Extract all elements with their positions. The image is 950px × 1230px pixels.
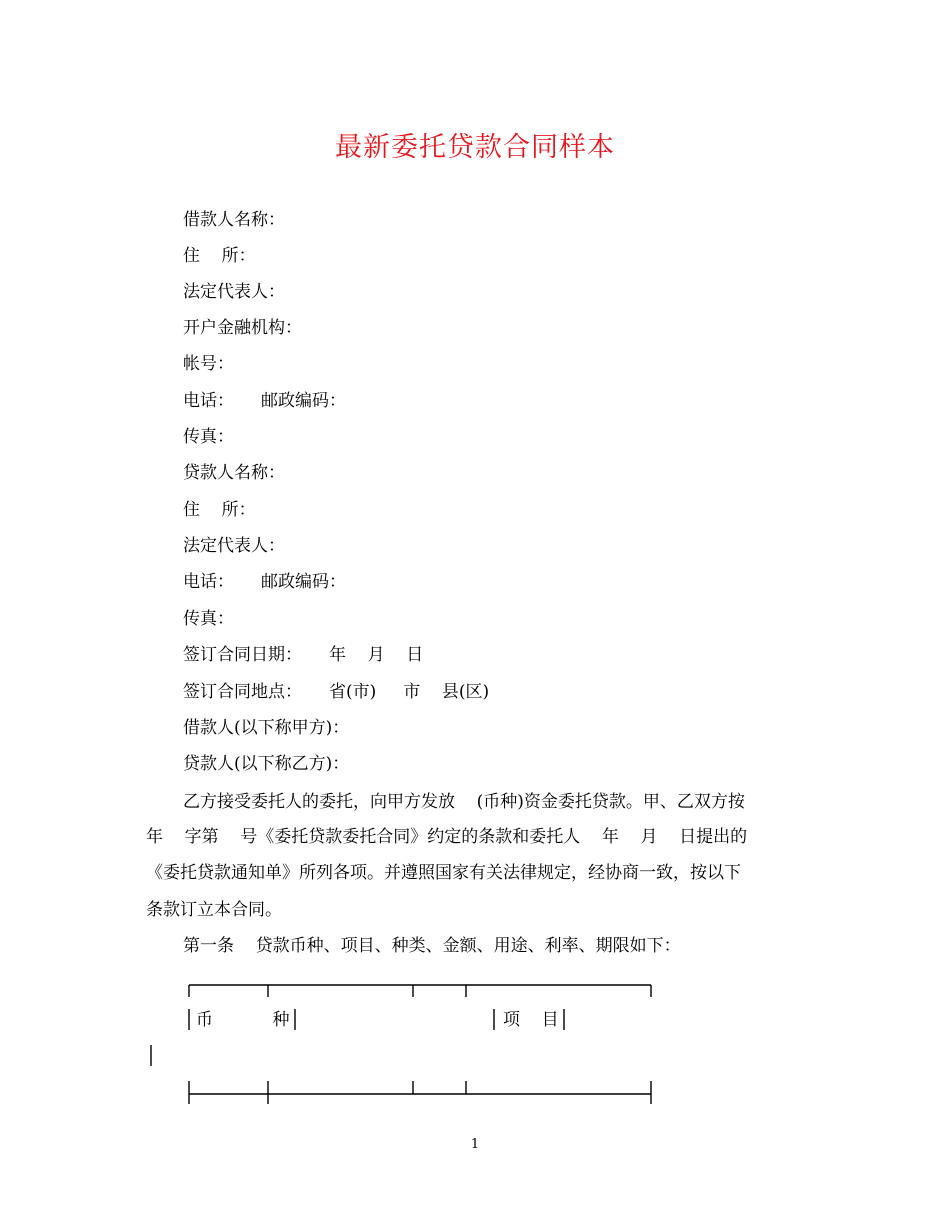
field-lender-address: 住 所： <box>183 500 256 520</box>
paragraph-line: 年 字第 号《委托贷款委托合同》约定的条款和委托人 年 月 日提出的 <box>146 827 748 847</box>
article-1-heading: 第一条 贷款币种、项目、种类、金额、用途、利率、期限如下： <box>183 936 681 956</box>
field-lender-legal-rep: 法定代表人： <box>183 536 285 556</box>
page-number: 1 <box>470 1137 480 1152</box>
loan-table-grid <box>0 975 950 1115</box>
table-header-currency: 币 种 <box>196 1010 290 1030</box>
field-borrower-account: 帐号： <box>183 354 234 374</box>
field-sign-date: 签订合同日期： 年 月 日 <box>183 645 424 665</box>
field-borrower-name: 借款人名称： <box>183 210 285 230</box>
field-sign-place: 签订合同地点： 省(市) 市 县(区) <box>183 682 490 702</box>
table-header-item: 项 目 <box>503 1010 559 1030</box>
field-party-b: 贷款人(以下称乙方)： <box>183 754 350 774</box>
document-title: 最新委托贷款合同样本 <box>335 132 615 163</box>
field-lender-fax: 传真： <box>183 609 234 629</box>
field-borrower-bank: 开户金融机构： <box>183 318 302 338</box>
field-borrower-address: 住 所： <box>183 246 256 266</box>
field-borrower-phone: 电话： 邮政编码： <box>183 391 347 411</box>
paragraph-line: 《委托贷款通知单》所列各项。并遵照国家有关法律规定，经协商一致，按以下 <box>146 863 741 883</box>
field-party-a: 借款人(以下称甲方)： <box>183 718 350 738</box>
field-borrower-legal-rep: 法定代表人： <box>183 282 285 302</box>
paragraph-line: 乙方接受委托人的委托，向甲方发放 (币种)资金委托贷款。甲、乙双方按 <box>183 792 745 812</box>
field-lender-name: 贷款人名称： <box>183 463 285 483</box>
paragraph-line: 条款订立本合同。 <box>146 900 282 920</box>
field-lender-phone: 电话： 邮政编码： <box>183 572 347 592</box>
field-borrower-fax: 传真： <box>183 427 234 447</box>
